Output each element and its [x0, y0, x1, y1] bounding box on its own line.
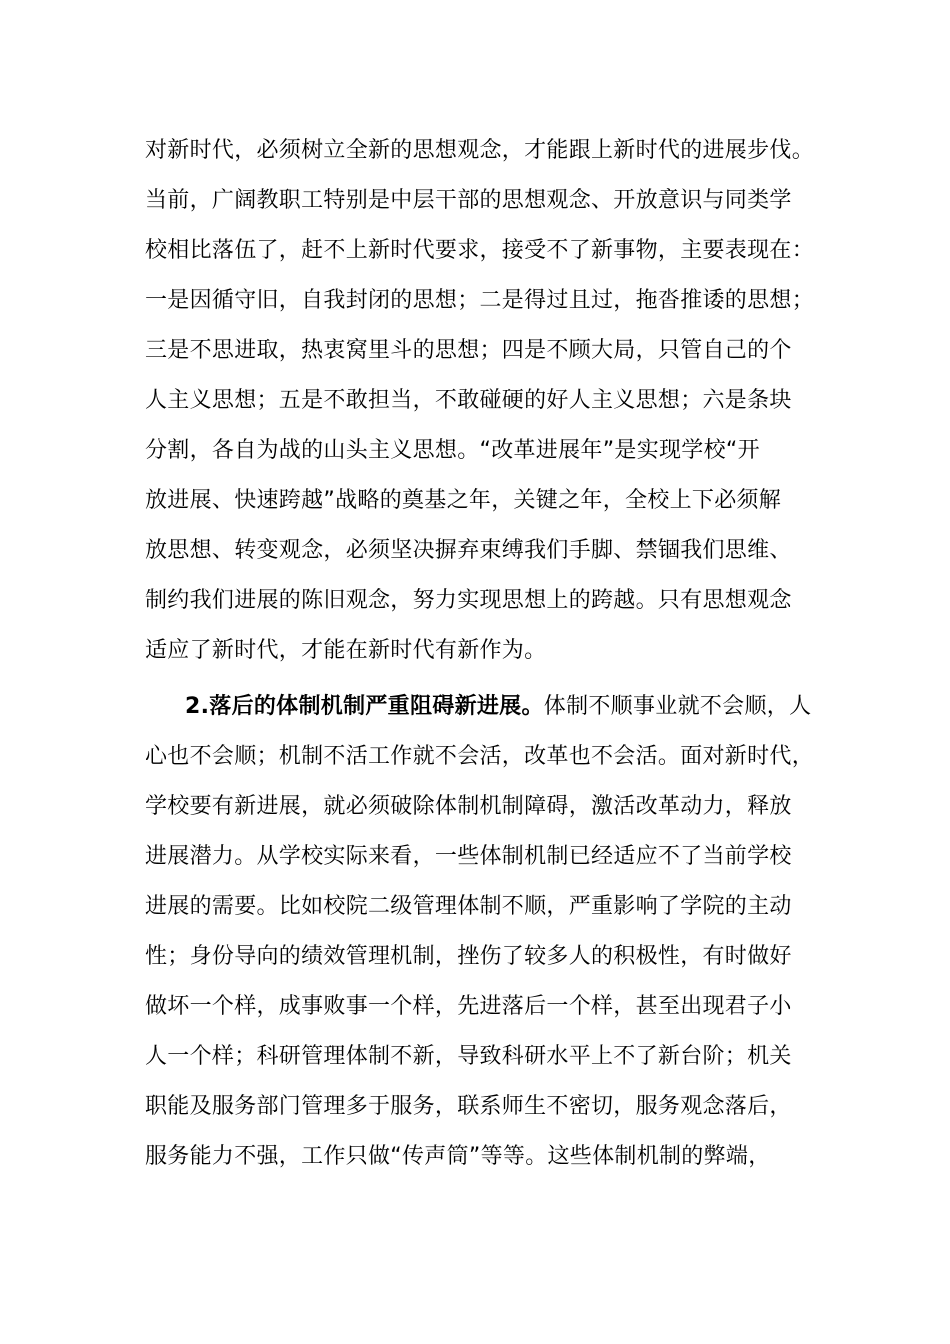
paragraph-2-line-4: 进展潜力。从学校实际来看，一些体制机制已经适应不了当前学校 — [145, 844, 792, 869]
paragraph-1-line-11: 适应了新时代，才能在新时代有新作为。 — [145, 638, 547, 663]
paragraph-1-line-7: 分割，各自为战的山头主义思想。“改革进展年”是实现学校“开 — [145, 438, 760, 463]
paragraph-1-line-3: 校相比落伍了，赶不上新时代要求，接受不了新事物，主要表现在： — [145, 238, 815, 263]
paragraph-1-line-9: 放思想、转变观念，必须坚决摒弃束缚我们手脚、禁锢我们思维、 — [145, 538, 792, 563]
paragraph-2-first-line-text: 体制不顺事业就不会顺，人 — [543, 694, 812, 719]
paragraph-1-line-5: 三是不思进取，热衷窝里斗的思想；四是不顾大局，只管自己的个 — [145, 338, 792, 363]
paragraph-1-line-6: 人主义思想；五是不敢担当，不敢碰硬的好人主义思想；六是条块 — [145, 388, 792, 413]
paragraph-1-line-10: 制约我们进展的陈旧观念，努力实现思想上的跨越。只有思想观念 — [145, 588, 792, 613]
section-heading: 2.落后的体制机制严重阻碍新进展。 — [185, 694, 544, 719]
paragraph-1-line-8: 放进展、快速跨越”战略的奠基之年，关键之年，全校上下必须解 — [145, 488, 782, 513]
paragraph-2-line-9: 职能及服务部门管理多于服务，联系师生不密切，服务观念落后， — [145, 1094, 792, 1119]
paragraph-2-line-3: 学校要有新进展，就必须破除体制机制障碍，激活改革动力，释放 — [145, 794, 792, 819]
paragraph-2-line-7: 做坏一个样，成事败事一个样，先进落后一个样，甚至出现君子小 — [145, 994, 792, 1019]
paragraph-1-line-4: 一是因循守旧，自我封闭的思想；二是得过且过，拖沓推诿的思想； — [145, 288, 815, 313]
paragraph-2-line-8: 人一个样；科研管理体制不新，导致科研水平上不了新台阶；机关 — [145, 1044, 792, 1069]
paragraph-2-line-2: 心也不会顺；机制不活工作就不会活，改革也不会活。面对新时代， — [145, 744, 815, 769]
paragraph-1-line-1: 对新时代，必须树立全新的思想观念，才能跟上新时代的进展步伐。 — [145, 138, 815, 163]
paragraph-2-line-10: 服务能力不强，工作只做“传声筒”等等。这些体制机制的弊端， — [145, 1144, 771, 1169]
paragraph-2-line-6: 性；身份导向的绩效管理机制，挫伤了较多人的积极性，有时做好 — [145, 944, 792, 969]
paragraph-2-line-5: 进展的需要。比如校院二级管理体制不顺，严重影响了学院的主动 — [145, 894, 792, 919]
paragraph-2-first-line — [185, 692, 885, 722]
paragraph-1-line-2: 当前，广阔教职工特别是中层干部的思想观念、开放意识与同类学 — [145, 188, 792, 213]
